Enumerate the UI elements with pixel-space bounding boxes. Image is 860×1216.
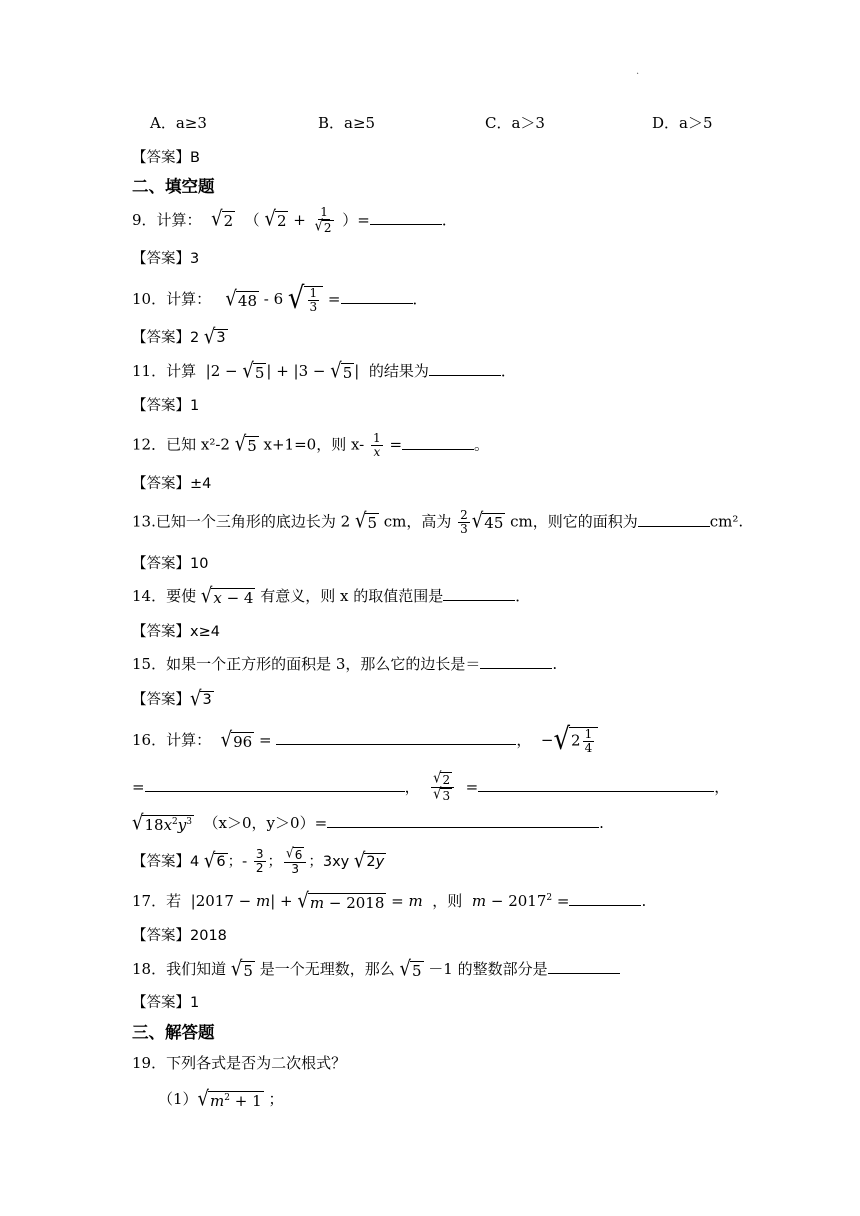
answer-q13: 【答案】10 <box>132 556 209 572</box>
question-13: 13.已知一个三角形的底边长为 2 √ 5 cm，高为 $\frac{2}{3}$ √ 45 cm，则它的面积为 cm². <box>132 508 744 537</box>
section-fill-heading: 二、填空题 <box>132 177 215 196</box>
answer-q18: 【答案】1 <box>132 995 200 1011</box>
q11-expr: |2 − √ 5 | + |3 − √ 5 | <box>200 358 365 383</box>
answer-blank[interactable] <box>145 777 405 792</box>
question-19: 19．下列各式是否为二次根式？ <box>132 1054 347 1072</box>
question-12: 12．已知 x²-2 √ 5 x+1=0，则 x- $\frac{1}{x}$ = 。 <box>132 431 490 460</box>
answer-q12: 【答案】±4 <box>132 476 212 492</box>
answer-q8 <box>132 146 200 167</box>
choice-a[interactable]: A．a≥3 <box>150 114 207 132</box>
question-11: 11．计算 |2 − √ 5 | + |3 − √ 5 | 的结果为 ． <box>132 358 516 383</box>
q9-label: 9．计算： <box>132 210 202 229</box>
sqrt-48: √ 48 <box>225 286 257 312</box>
question-15: 15．如果一个正方形的面积是 3，那么它的边长是＝ . <box>132 655 558 673</box>
page-dot: . <box>636 66 640 77</box>
question-18: 18．我们知道 √ 5 是一个无理数，那么 √ 5 －1 的整数部分是 <box>132 958 620 980</box>
sqrt-2: √ 2 <box>211 207 234 232</box>
answer-blank[interactable] <box>429 361 501 376</box>
answer-value: B <box>190 150 200 166</box>
answer-q10: 【答案】2 √ 3 <box>132 325 226 350</box>
answer-q14: 【答案】x≥4 <box>132 624 220 640</box>
question-10: 10．计算： √ 48 - 6 √ $\frac{1}{3}$ = ． <box>132 281 428 317</box>
answer-q16: 【答案】4 √ 6 ；- $\frac{3}{2}$ ； √ 6 3 ；3xy √ 2y <box>132 844 385 877</box>
answer-q15: 【答案】 √ 3 <box>132 687 212 712</box>
choice-d[interactable]: D．a＞5 <box>652 114 713 132</box>
sqrt-1-3: √ $\frac{1}{3}$ <box>288 286 323 314</box>
answer-blank[interactable] <box>478 777 714 792</box>
answer-blank[interactable] <box>569 891 641 906</box>
answer-blank[interactable] <box>370 210 442 225</box>
answer-blank[interactable] <box>638 512 710 527</box>
answer-q9: 【答案】3 <box>132 251 200 267</box>
answer-blank[interactable] <box>402 435 474 450</box>
question-16-line3: √ $18x^2y^3$ （x＞0，y＞0）= . <box>132 810 604 835</box>
question-16-line1: 16．计算： √ 96 = ， − √ 2 $\frac{1}{4}$ <box>132 727 598 755</box>
answer-blank[interactable] <box>327 813 599 828</box>
answer-blank[interactable] <box>341 289 413 304</box>
question-16-line2: = ， √ 2 √ 3 = ， <box>132 769 730 804</box>
question-17: 17．若 |2017 − m| + √ m − 2018 = m ，则 $m - 2017^2$ = . <box>132 888 647 913</box>
answer-q17: 【答案】2018 <box>132 928 227 944</box>
question-14: 14．要使 √ x − 4 有意义，则 x 的取值范围是 ． <box>132 583 531 608</box>
answer-blank[interactable] <box>548 959 620 974</box>
answer-blank[interactable] <box>480 654 552 669</box>
choice-c[interactable]: C．a＞3 <box>485 114 545 132</box>
q9-expr: √ 2 （ √ 2 + 1 √ 2 ）= <box>211 205 370 236</box>
answer-q11: 【答案】1 <box>132 398 200 414</box>
answer-blank[interactable] <box>443 586 515 601</box>
question-19-part1: （1） √ $m^2 + 1$ ； <box>158 1086 284 1111</box>
section-solve-heading: 三、解答题 <box>132 1023 215 1042</box>
choice-b[interactable]: B．a≥5 <box>318 114 376 132</box>
frac-1-sqrt2: 1 √ 2 <box>314 205 332 236</box>
question-9: 9．计算： √ 2 （ √ 2 + 1 √ 2 ）= ． <box>132 205 457 236</box>
answer-blank[interactable] <box>276 730 516 745</box>
answer-label: 【答案】 <box>132 150 190 166</box>
